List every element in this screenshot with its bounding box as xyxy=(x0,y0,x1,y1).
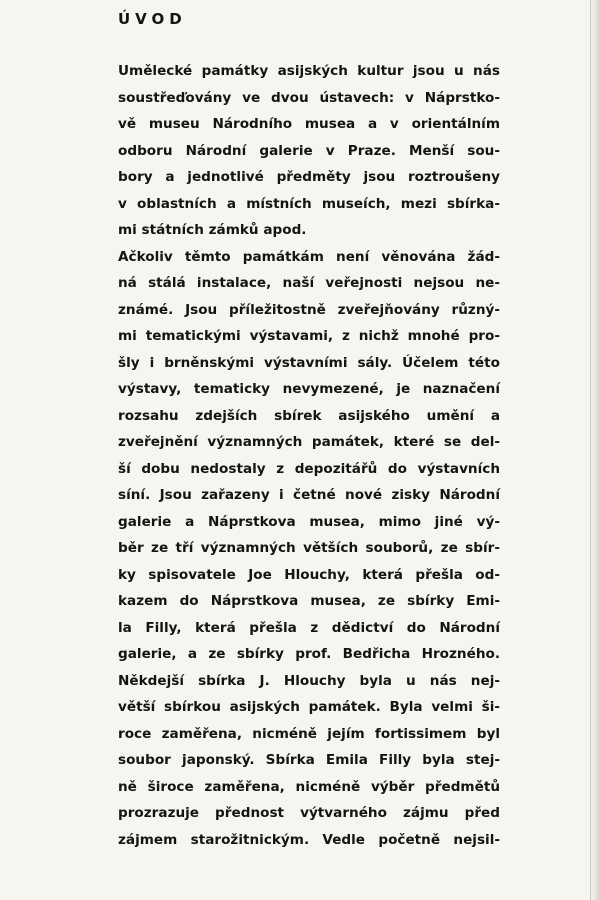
text-line: kazem do Náprstkova musea, ze sbírky Emi- xyxy=(118,593,500,609)
text-line: ší dobu nedostaly z depozitářů do výstavních xyxy=(118,460,500,477)
text-line: vě museu Národního musea a v orientálním xyxy=(118,116,500,132)
text-line: ná stálá instalace, naší veřejnosti nejsou ne- xyxy=(118,275,500,291)
text-line: v oblastních a místních museích, mezi sbírka- xyxy=(118,195,500,212)
text-line: známé. Jsou příležitostně zveřejňovány různý- xyxy=(118,301,500,318)
text-line: mi státních zámků apod. xyxy=(118,222,307,238)
text-line: větší sbírkou asijských památek. Byla velmi ši- xyxy=(118,699,500,715)
text-line: výstavy, tematicky nevymezené, je naznačení xyxy=(118,381,500,397)
text-line: zájmem starožitnickým. Vedle početně nejsil- xyxy=(118,831,500,848)
text-line: Umělecké památky asijských kultur jsou u nás xyxy=(118,63,500,79)
text-line: prozrazuje přednost výtvarného zájmu před xyxy=(118,805,500,821)
text-line: zveřejnění významných památek, které se del- xyxy=(118,434,500,450)
text-line: odboru Národní galerie v Praze. Menší sou- xyxy=(118,142,500,159)
text-line: la Filly, která přešla z dědictví do Národní xyxy=(118,619,500,636)
text-line: rozsahu zdejších sbírek asijského umění a xyxy=(118,407,500,424)
text-line: síní. Jsou zařazeny i četné nové zisky Národní xyxy=(118,487,500,503)
text-line: soubor japonský. Sbírka Emila Filly byla stej- xyxy=(118,752,500,768)
text-line: mi tematickými výstavami, z nichž mnohé pro- xyxy=(118,328,500,344)
text-line: Ačkoliv těmto památkám není věnována žád- xyxy=(118,248,500,265)
body-text xyxy=(118,58,500,853)
text-line: Někdejší sbírka J. Hlouchy byla u nás nej- xyxy=(118,672,500,689)
text-line: roce zaměřena, nicméně jejím fortissimem byl xyxy=(118,725,500,742)
text-line: soustřeďovány ve dvou ústavech: v Náprstko- xyxy=(118,89,500,106)
text-line: šly i brněnskými výstavními sály. Účelem této xyxy=(118,354,500,371)
text-line: galerie a Náprstkova musea, mimo jiné vý- xyxy=(118,513,500,530)
text-line: ně široce zaměřena, nicméně výběr předmětů xyxy=(118,778,500,795)
text-line: bory a jednotlivé předměty jsou roztroušeny xyxy=(118,169,500,185)
text-line: ky spisovatele Joe Hlouchy, která přešla od- xyxy=(118,566,500,583)
page-edge-shadow xyxy=(590,0,600,900)
text-line: galerie, a ze sbírky prof. Bedřicha Hrozného. xyxy=(118,646,500,662)
section-heading: ÚVOD xyxy=(118,10,187,28)
text-line: běr ze tří významných větších souborů, ze sbír- xyxy=(118,540,500,556)
